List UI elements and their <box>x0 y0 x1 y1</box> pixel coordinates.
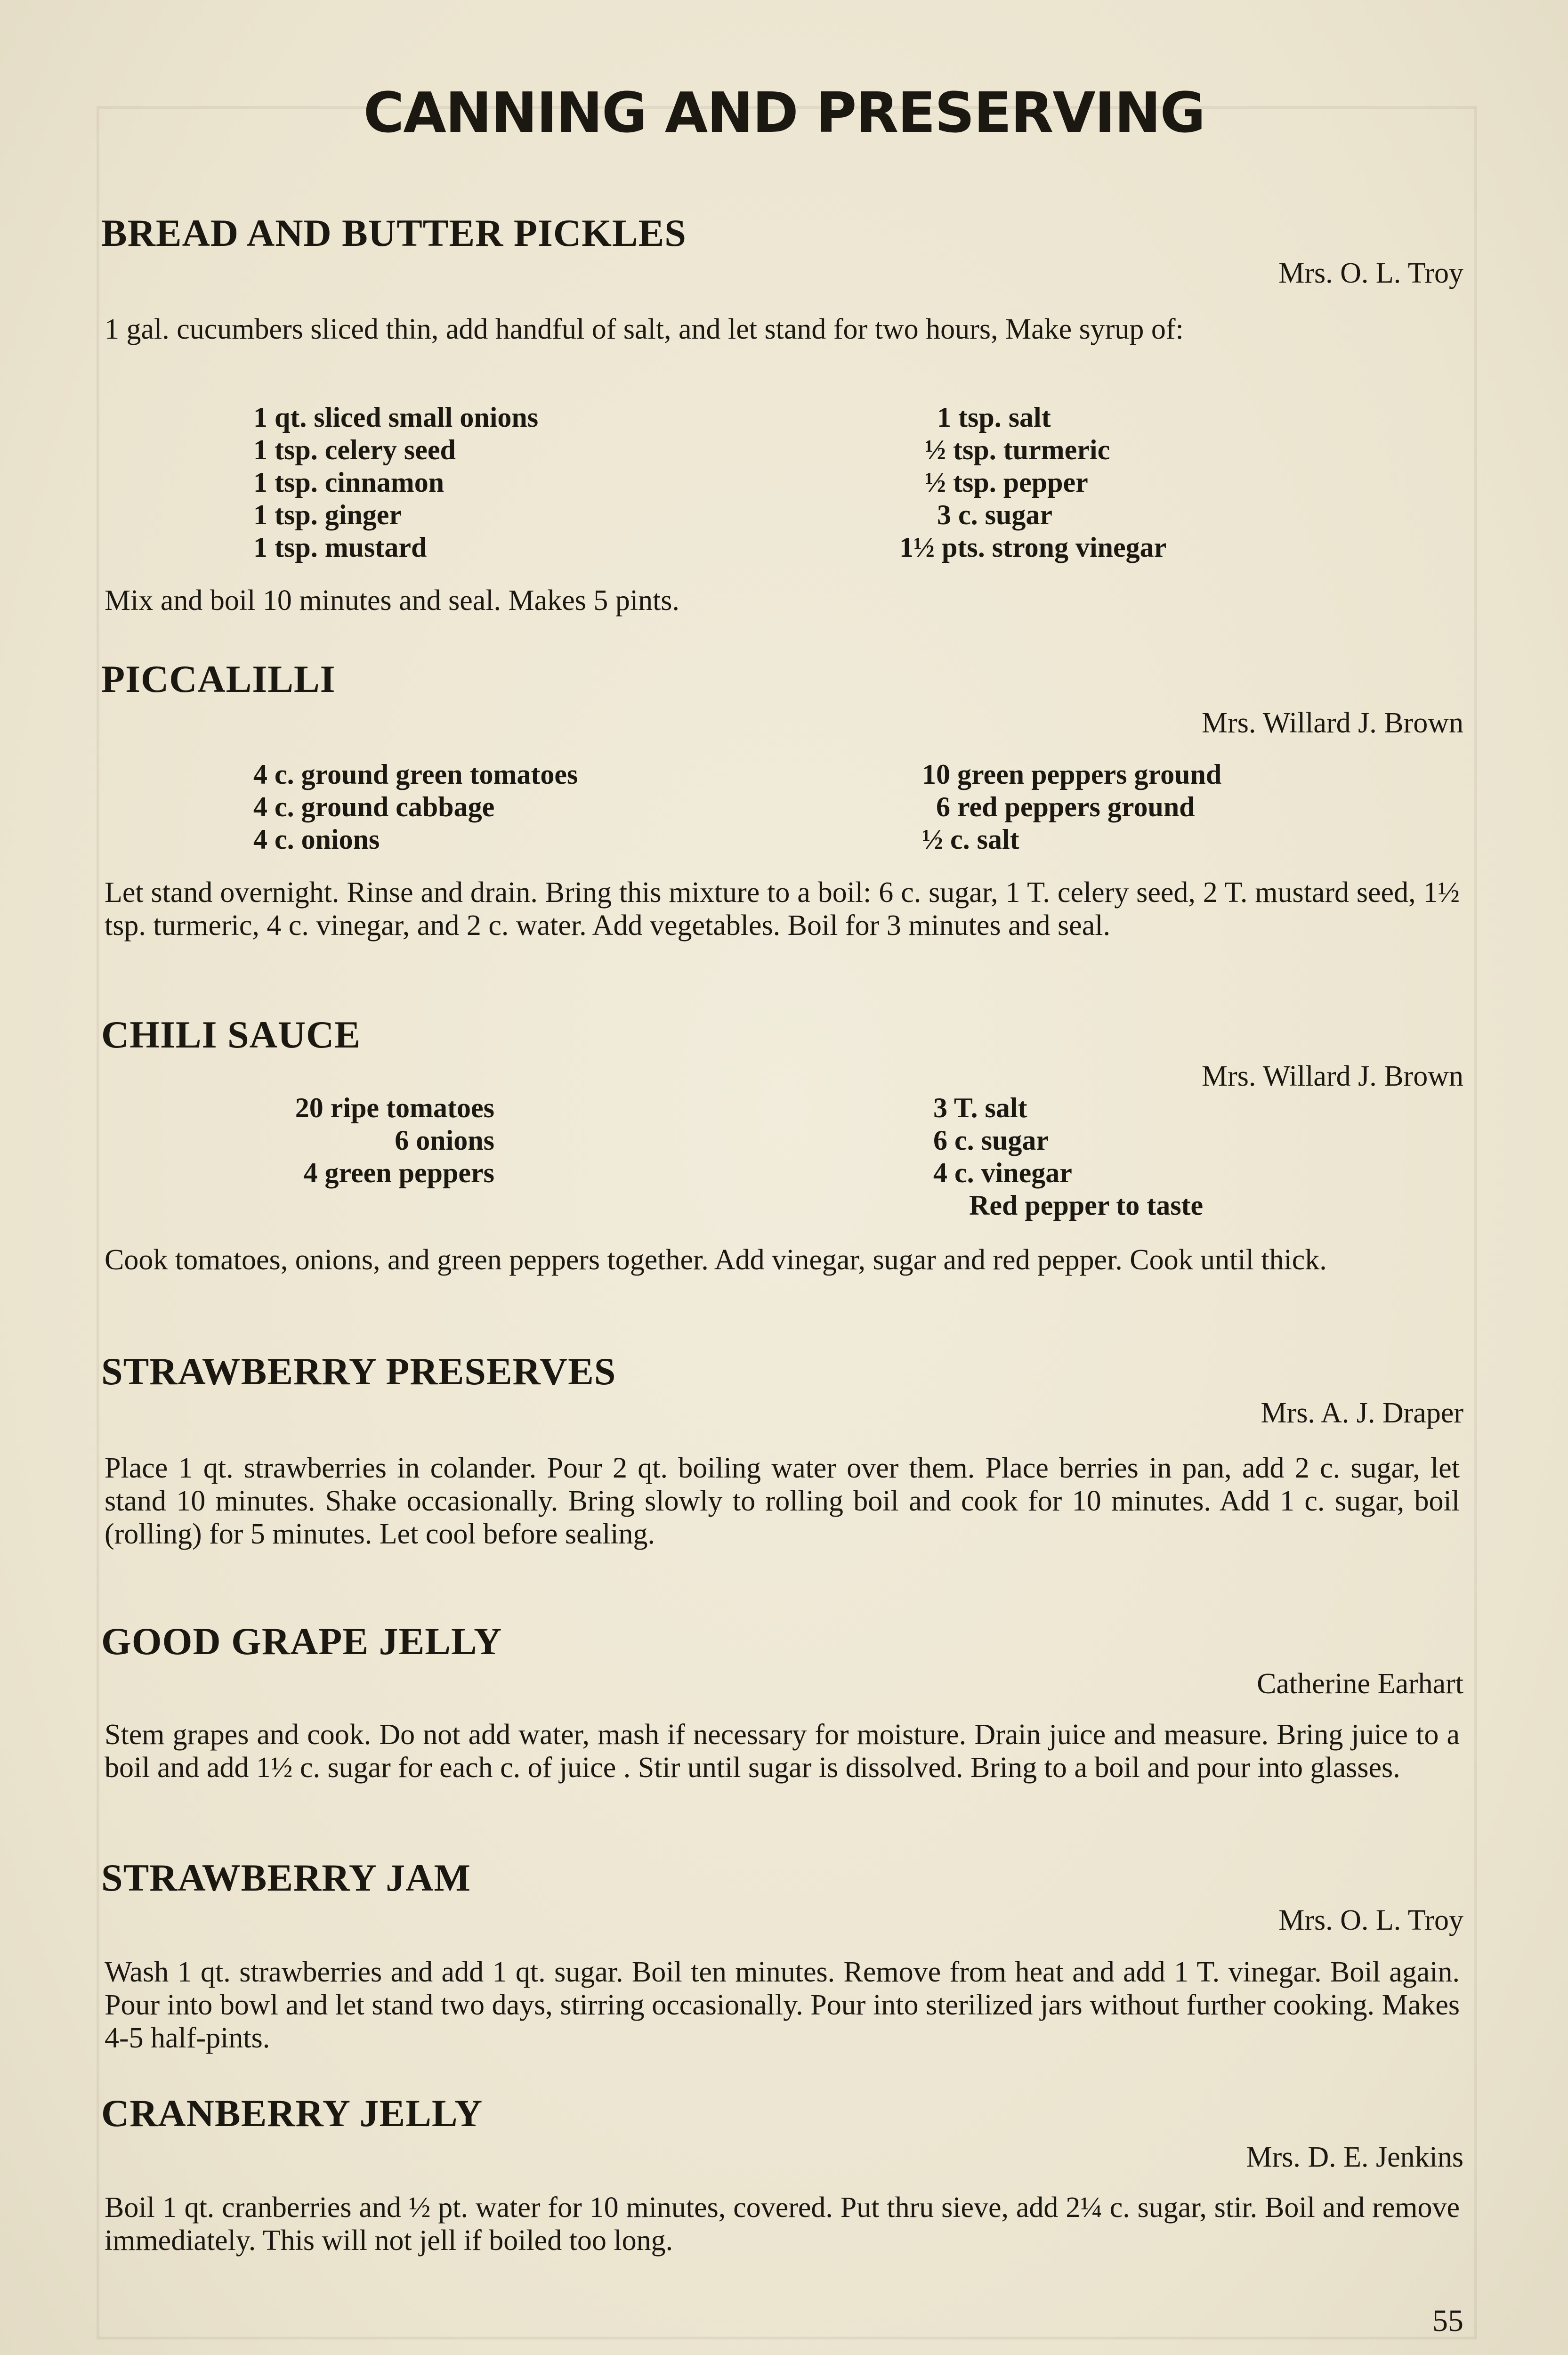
recipe-title-piccalilli: PICCALILLI <box>101 658 336 700</box>
ingredient: ½ tsp. turmeric <box>925 434 1110 465</box>
recipe-title-strawberry-jam: STRAWBERRY JAM <box>101 1856 471 1899</box>
ingredient: 1 tsp. celery seed <box>253 434 456 465</box>
ingredient-list-left <box>253 758 578 856</box>
ingredient: 1 qt. sliced small onions <box>253 402 539 433</box>
ingredient: 6 c. sugar <box>933 1125 1049 1156</box>
recipe-author: Mrs. O. L. Troy <box>1278 1904 1463 1936</box>
ingredient: 6 onions <box>395 1125 494 1156</box>
recipe-directions: Cook tomatoes, onions, and green peppers together. Add vinegar, sugar and red pepper. Cook until thick. <box>105 1244 1327 1276</box>
ingredient: 3 c. sugar <box>937 499 1052 530</box>
recipe-title-chili-sauce: CHILI SAUCE <box>101 1013 361 1056</box>
ingredient: 4 c. ground green tomatoes <box>253 759 578 790</box>
recipe-author: Mrs. Willard J. Brown <box>1201 1060 1463 1092</box>
page-number: 55 <box>1432 2304 1463 2338</box>
ingredient: 6 red peppers ground <box>936 791 1195 822</box>
recipe-author: Mrs. O. L. Troy <box>1278 257 1463 289</box>
ingredient-list-right <box>922 758 1221 856</box>
recipe-directions: Place 1 qt. strawberries in colander. Pour 2 qt. boiling water over them. Place berries in pan, add 2 c. sugar, let stand 10 minutes. Shake occasionally. Bring slowly to rolling boil and cook for 10 minutes. Add 1 c. sugar, boil (rolling) for 5 minutes. Let cool before sealing. <box>105 1452 1460 1550</box>
ingredient: ½ c. salt <box>922 824 1019 855</box>
ingredient: 10 green peppers ground <box>922 759 1222 790</box>
ingredient: 1 tsp. mustard <box>253 532 427 563</box>
ingredient: 4 c. vinegar <box>933 1157 1072 1188</box>
page-title: CANNING AND PRESERVING <box>363 80 1205 145</box>
recipe-intro: 1 gal. cucumbers sliced thin, add handful of salt, and let stand for two hours, Make syrup of: <box>105 313 1184 345</box>
ingredient: ½ tsp. pepper <box>925 467 1088 498</box>
ingredient: 4 c. ground cabbage <box>253 791 495 822</box>
recipe-title-bread-and-butter-pickles: BREAD AND BUTTER PICKLES <box>101 211 687 254</box>
recipe-author: Mrs. D. E. Jenkins <box>1246 2141 1463 2173</box>
ingredient: 1½ pts. strong vinegar <box>899 532 1167 563</box>
recipe-directions: Boil 1 qt. cranberries and ½ pt. water for 10 minutes, covered. Put thru sieve, add 2¼ c. sugar, stir. Boil and remove immediately. This will not jell if boiled too long. <box>105 2192 1460 2257</box>
recipe-title-good-grape-jelly: GOOD GRAPE JELLY <box>101 1620 502 1663</box>
recipe-directions: Stem grapes and cook. Do not add water, mash if necessary for moisture. Drain juice and measure. Bring juice to a boil and add 1½ c. sugar for each c. of juice . Stir until sugar is dissolved. Bring to a boil and pour into glasses. <box>105 1719 1460 1784</box>
ingredient-list-left <box>253 401 538 564</box>
ingredient: 4 green peppers <box>303 1157 494 1188</box>
recipe-directions: Wash 1 qt. strawberries and add 1 qt. sugar. Boil ten minutes. Remove from heat and add 1 T. vinegar. Boil again. Pour into bowl and let stand two days, stirring occasionally. Pour into sterilized jars without further cooking. Makes 4-5 half-pints. <box>105 1956 1460 2054</box>
ingredient: 20 ripe tomatoes <box>295 1092 494 1123</box>
recipe-directions: Mix and boil 10 minutes and seal. Makes 5 pints. <box>105 585 679 617</box>
ingredient-list-right <box>933 1092 1203 1222</box>
recipe-author: Catherine Earhart <box>1257 1668 1463 1700</box>
ingredient-list-right <box>899 401 1166 564</box>
ingredient: 1 tsp. cinnamon <box>253 467 445 498</box>
recipe-author: Mrs. A. J. Draper <box>1261 1397 1463 1429</box>
ingredient-list-left <box>202 1092 494 1189</box>
recipe-author: Mrs. Willard J. Brown <box>1201 707 1463 739</box>
ingredient: 1 tsp. salt <box>937 402 1051 433</box>
ingredient: 4 c. onions <box>253 824 380 855</box>
ingredient: Red pepper to taste <box>969 1190 1204 1221</box>
recipe-title-strawberry-preserves: STRAWBERRY PRESERVES <box>101 1350 616 1393</box>
recipe-title-cranberry-jelly: CRANBERRY JELLY <box>101 2092 483 2135</box>
ingredient: 3 T. salt <box>933 1092 1027 1123</box>
recipe-directions: Let stand overnight. Rinse and drain. Bring this mixture to a boil: 6 c. sugar, 1 T. celery seed, 2 T. mustard seed, 1½ tsp. turmeric, 4 c. vinegar, and 2 c. water. Add vegetables. Boil for 3 minutes and seal. <box>105 877 1460 942</box>
ingredient: 1 tsp. ginger <box>253 499 402 530</box>
